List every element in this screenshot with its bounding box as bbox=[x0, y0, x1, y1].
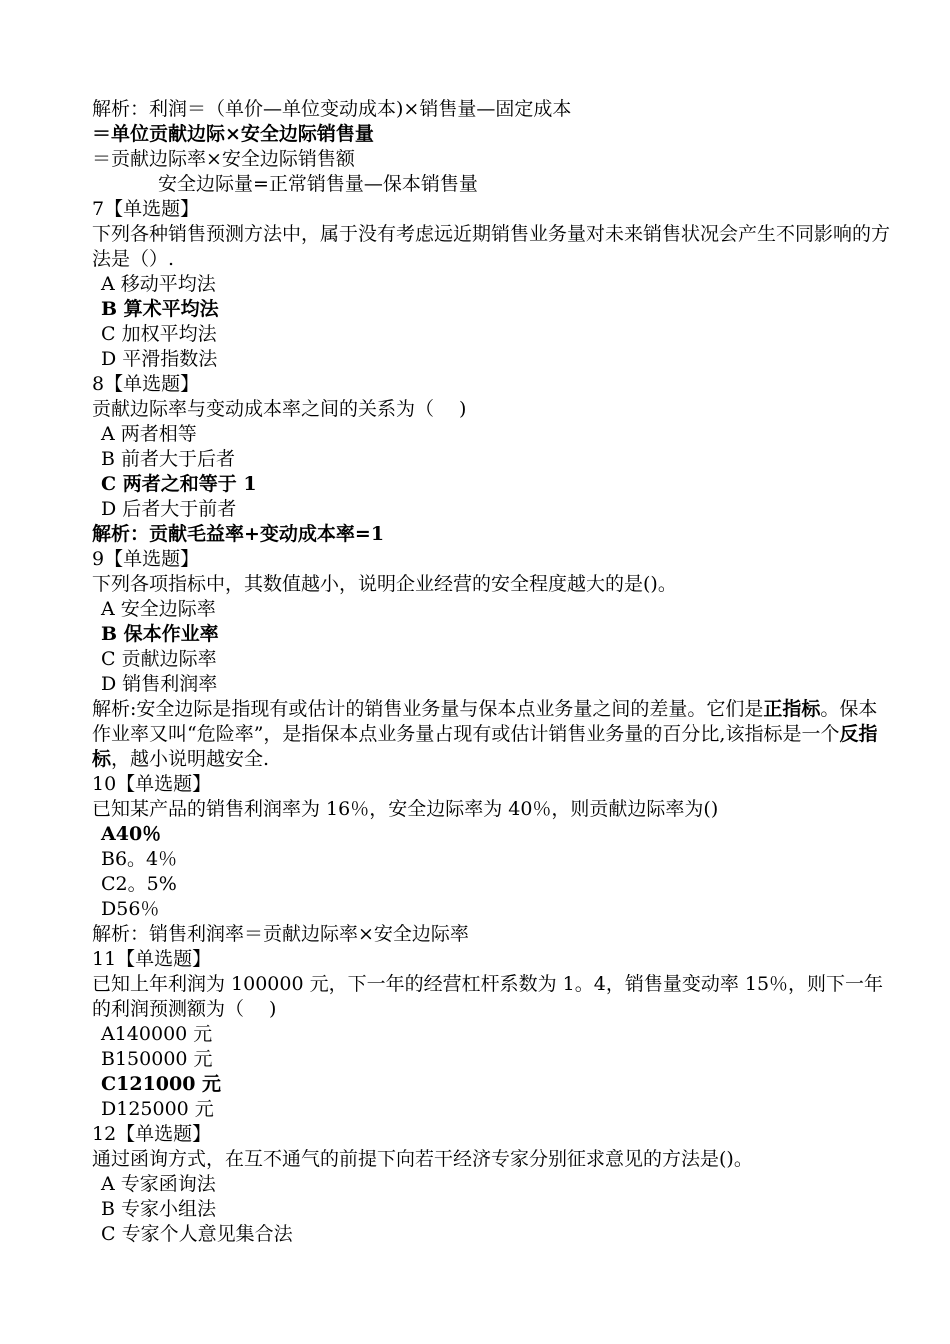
analysis-line: 安全边际量=正常销售量—保本销售量 bbox=[158, 173, 478, 195]
question-stem: 已知某产品的销售利润率为 16％，安全边际率为 40％，则贡献边际率为() bbox=[92, 798, 719, 820]
analysis-line: 解析：销售利润率＝贡献边际率×安全边际率 bbox=[92, 923, 469, 945]
analysis-text: 。保本作业率又叫“危险率”，是指保本点业务量占现有或估计销售业务量的百分比,该指标是一个 bbox=[92, 698, 878, 745]
analysis-line: ＝贡献边际率×安全边际销售额 bbox=[92, 148, 355, 170]
option: B 专家小组法 bbox=[101, 1198, 217, 1220]
question-heading: 8【单选题】 bbox=[92, 373, 200, 395]
option: B6。4％ bbox=[101, 848, 178, 870]
analysis-bold: 正指标 bbox=[763, 698, 821, 720]
option: C 贡献边际率 bbox=[101, 648, 217, 670]
option-correct: B 算术平均法 bbox=[101, 298, 219, 320]
question-stem: 已知上年利润为 100000 元，下一年的经营杠杆系数为 1。4，销售量变动率 15％，则下一年的利润预测额为（ ) bbox=[92, 973, 884, 1020]
question-heading: 11【单选题】 bbox=[92, 948, 212, 970]
analysis-text: 解析:安全边际是指现有或估计的销售业务量与保本点业务量之间的差量。它们是 bbox=[92, 698, 764, 720]
analysis-bold: 反指标 bbox=[92, 723, 878, 770]
analysis-line: 解析：贡献毛益率+变动成本率=1 bbox=[92, 523, 385, 545]
question-heading: 10【单选题】 bbox=[92, 773, 212, 795]
option: C 专家个人意见集合法 bbox=[101, 1223, 293, 1245]
question-stem: 贡献边际率与变动成本率之间的关系为（ ) bbox=[92, 398, 467, 420]
option-correct: A40％ bbox=[101, 823, 162, 845]
analysis-line: ＝单位贡献边际×安全边际销售量 bbox=[92, 123, 374, 145]
question-stem: 下列各项指标中，其数值越小，说明企业经营的安全程度越大的是()。 bbox=[92, 573, 677, 595]
option: A 移动平均法 bbox=[101, 273, 216, 295]
document-page bbox=[92, 97, 892, 1247]
option: D 销售利润率 bbox=[101, 673, 218, 695]
option: A140000 元 bbox=[101, 1023, 213, 1045]
option: A 两者相等 bbox=[101, 423, 197, 445]
option: D56％ bbox=[101, 898, 160, 920]
question-stem: 下列各种销售预测方法中，属于没有考虑远近期销售业务量对未来销售状况会产生不同影响的方法是（）. bbox=[92, 223, 891, 270]
analysis-paragraph bbox=[92, 697, 892, 772]
option: B 前者大于后者 bbox=[101, 448, 236, 470]
option: C 加权平均法 bbox=[101, 323, 217, 345]
option: B150000 元 bbox=[101, 1048, 213, 1070]
option: A 安全边际率 bbox=[101, 598, 216, 620]
option: A 专家函询法 bbox=[101, 1173, 216, 1195]
option-correct: C 两者之和等于 1 bbox=[101, 473, 257, 495]
option-correct: B 保本作业率 bbox=[101, 623, 219, 645]
option: C2。5% bbox=[101, 873, 177, 895]
question-heading: 7【单选题】 bbox=[92, 198, 200, 220]
analysis-text: ，越小说明越安全. bbox=[111, 748, 270, 770]
option-correct: C121000 元 bbox=[101, 1073, 222, 1095]
question-heading: 9【单选题】 bbox=[92, 548, 200, 570]
option: D 后者大于前者 bbox=[101, 498, 237, 520]
question-stem: 通过函询方式，在互不通气的前提下向若干经济专家分别征求意见的方法是()。 bbox=[92, 1148, 753, 1170]
question-heading: 12【单选题】 bbox=[92, 1123, 212, 1145]
option: D125000 元 bbox=[101, 1098, 214, 1120]
option: D 平滑指数法 bbox=[101, 348, 218, 370]
analysis-line: 解析：利润＝（单价—单位变动成本)×销售量—固定成本 bbox=[92, 98, 572, 120]
